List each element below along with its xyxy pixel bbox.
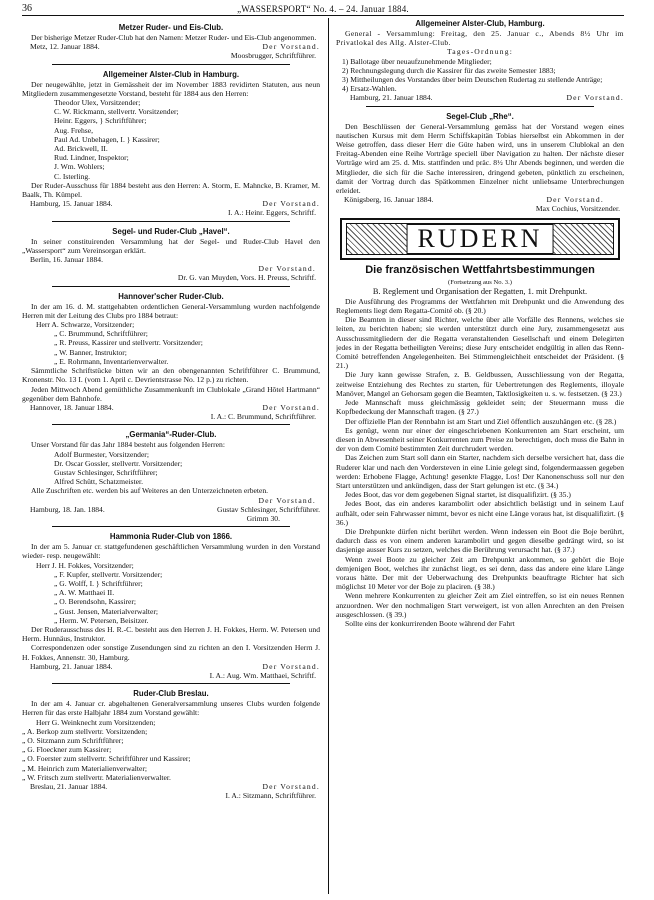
member-line: Aug. Frehse, — [54, 125, 94, 135]
place-date: Hamburg, 18. Jan. 1884. — [30, 504, 105, 514]
section-rule — [52, 221, 290, 222]
page-title: „WASSERSPORT“ No. 4. – 24. Januar 1884. — [237, 4, 409, 14]
vorstand-label: Der Vorstand. — [262, 782, 320, 792]
article — [336, 264, 624, 629]
article-paragraph: Die Beamten in dieser sind Richter, welche über alle Vorfälle des Rennens, welches sie leiten, zu berichten haben; sie werden unterstützt durch eine Jury, zusammengesetzt aus Ausschussmitgliedern der die Regatta veranstaltenden Gesellschaft und einem Delegirten jedes in der Regatta betheiligten Vereins; diese Jury entscheidet endgültig in allen das Renn-Comité betreffenden Angelegenheiten. Bei Stimmengleichheit entscheidet der Präsident. (§ 21.) — [336, 315, 624, 371]
vorstand-label: Der Vorstand. — [566, 93, 624, 103]
section-rule — [366, 106, 594, 107]
member-line: Paul Ad. Unbehagen, I. } Kassirer; — [54, 134, 160, 144]
member-line: C. Isterling. — [54, 171, 91, 181]
member-line: Theodor Ulex, Vorsitzender; — [54, 98, 141, 108]
section-rule — [52, 424, 290, 425]
place-date: Metz, 12. Januar 1884. — [30, 42, 100, 52]
hannover-notice — [22, 292, 320, 422]
article-paragraph: Es genügt, wenn nur einer der eingeschriebenen Konkurrenten am Start erscheint, um diesen in Abwesenheit seiner Konkurrenten zum Preise zu berechtigen, doch muss die Bahn in der von dem Comité bestimmten Zeit durchrudert werden. — [336, 425, 624, 454]
member-line: „ G. Floeckner zum Kassirer; — [22, 745, 112, 755]
notice-body: Den Beschlüssen der General-Versammlung gemäss hat der Vorstand wegen eines nautischen Kursus mit dem Herrn Schiffskapitän Tobias hierselbst ein Abkommen in der Weise getroffen, dass dieser Herr die Güte haben wird, uns in unserem Clublokal an den Freitag-Abenden eine Reihe Vorträge speciell über Navigation zu halten. Der nächste dieser Vorträge wird am 25. d. Mts. stattfinden und präc. 8½ Uhr Abends beginnen, und werden die Mitglieder, die sich für die Sache interessiren, dringend gebeten, pünktlich zu erscheinen, damit der Vortrag durch das Spätkommen Einzelner nicht unliebsame Unterbrechungen erleidet. — [336, 121, 624, 196]
member-line: Rud. Lindner, Inspektor; — [54, 153, 129, 163]
member-line: „ E. Rohrmann, Inventarienverwalter. — [54, 356, 169, 366]
secretary: Gustav Schlesinger, Schriftführer. — [216, 504, 320, 514]
signature-line — [22, 199, 320, 208]
vorstand-label: Der Vorstand. — [546, 195, 604, 205]
notice-intro: In der am 4. Januar cr. abgehaltenen Generalversammlung unseres Clubs wurden folgende Herren für das erste Halbjahr 1884 zum Vorstand gewählt: — [22, 699, 320, 718]
article-paragraph: Der offizielle Plan der Rennbahn ist am Start und Ziel öffentlich auszuhängen etc. (§ 28.) — [345, 416, 617, 426]
article-paragraph: Jede Mannschaft muss gleichmässig gekleidet sein; der Steuermann muss die Kopfbedeckung der Mannschaft tragen. (§ 27.) — [336, 398, 624, 417]
member-line: „ C. Brummund, Schriftführer; — [54, 329, 148, 339]
hammonia-notice — [22, 532, 320, 680]
place-date: Hamburg, 15. Januar 1884. — [30, 199, 113, 209]
notice-intro: Der neugewählte, jetzt in Gemässheit der im November 1883 revidirten Statuten, aus neun Mitgliedern zusammengesetzte Vorstand, besteht für 1884 aus den Herren: — [22, 79, 320, 98]
article-paragraph: Sollte eins der konkurrirenden Boote während der Fahrt — [345, 618, 515, 628]
notice-body: Der Ruderausschuss des H. R.-C. besteht aus den Herren J. H. Fokkes, Herm. W. Petersen und Herm. Hunnäus, Instruktor. — [22, 624, 320, 644]
signature-line — [22, 42, 320, 51]
notice-intro: In der am 16. d. M. stattgehabten ordentlichen General-Versammlung wurden nachfolgende Herren mit der Leitung des Clubs pro 1884 betraut: — [22, 301, 320, 320]
left-column — [22, 18, 320, 896]
rhe-notice — [336, 112, 624, 214]
secretary: I. A.: C. Brummund, Schriftführer. — [210, 412, 316, 422]
section-title: Hammonia Ruder-Club von 1866. — [109, 532, 233, 542]
member-line: „ O. Berendsohn, Kassirer; — [54, 597, 137, 607]
article-paragraph: Jedes Boot, das vor dem gegebenen Signal startet, ist disqualifizirt. (§ 35.) — [345, 490, 571, 500]
page-number: 36 — [22, 3, 32, 14]
article-paragraph: Die Jury kann gewisse Strafen, z. B. Geldbussen, Ausschliessung von der Regatta, zeitweise Entziehung des Rechtes zu starten, für Uebertretungen des Reglements, illoyale Manöver, Mangel an Gehorsam gegen die Beamten, Taktlosigkeiten u. s. w. festsetzen. (§ 23.) — [336, 370, 624, 398]
member-line: „ O. Sitzmann zum Schriftführer; — [22, 736, 124, 745]
article-paragraph: Das Zeichen zum Start soll dann ein Starter, nachdem sich derselbe versichert hat, dass die Ruderer klar und nach den Vordersteven in eine Linie gelegt sind, folgendermaassen gegeben werden: Erhobene Flagge, Achtung! gesenkte Flagge, Los! Der Kanonenschuss soll nur den Start unterstützen und ankündigen, dass der Start gelungen ist etc. (§ 34.) — [336, 453, 624, 490]
section-rule — [52, 286, 290, 287]
notice-body: Jeden Mittwoch Abend gemüthliche Zusammenkunft im Clublokale „Grand Hôtel Hartmann“ gegenüber dem Bahnhofe. — [22, 384, 320, 403]
member-line: „ O. Foerster zum stellvertr. Schriftführer und Kassirer; — [22, 754, 191, 764]
member-line: „ A. Berkop zum stellvertr. Vorsitzenden; — [22, 726, 148, 736]
vorstand-label: Der Vorstand. — [262, 661, 320, 671]
germania-notice — [22, 430, 320, 523]
section-title: Allgemeiner Alster-Club in Hamburg. — [102, 69, 240, 79]
member-line: C. W. Rickmann, stellvertr. Vorsitzender; — [54, 107, 179, 117]
havel-notice — [22, 227, 320, 283]
signature-line — [22, 403, 320, 412]
member-line: „ Herm. W. Petersen, Beisitzer. — [54, 615, 149, 625]
notice-body: Alle Zuschriften etc. werden bis auf Weiteres an den Unterzeichneten erbeten. — [31, 486, 269, 496]
section-title: Allgemeiner Alster-Club, Hamburg. — [415, 19, 545, 28]
secretary: I. A.: Aug. Wm. Matthaei, Schriftf. — [209, 670, 316, 680]
article-title: Die französischen Wettfahrtsbestimmungen — [365, 263, 595, 276]
member-line: Adolf Burmester, Vorsitzender; — [54, 449, 149, 459]
place-date: Breslau, 21. Januar 1884. — [30, 782, 108, 792]
vorstand-label: Der Vorstand. — [262, 42, 320, 52]
secretary: I. A.: Sitzmann, Schriftführer. — [225, 791, 316, 801]
notice-body: Der bisherige Metzer Ruder-Club hat den Namen: Metzer Ruder- und Eis-Club angenommen. — [31, 33, 317, 42]
notice-intro: In der am 5. Januar cr. stattgefundenen geschäftlichen Versammlung wurden in den Vorstand wieder- resp. neugewählt: — [22, 542, 320, 561]
section-rule — [52, 683, 290, 684]
article-continued: (Fortsetzung aus No. 3.) — [448, 278, 512, 286]
place-date: Hamburg, 21. Januar 1884. — [350, 93, 433, 103]
signature-line — [22, 782, 320, 791]
agenda-item: 2) Rechnungslegung durch die Kassirer für das zweite Semester 1883; — [342, 65, 556, 75]
article-section: B. Reglement und Organisation der Regatten, 1. mit Drehpunkt. — [372, 286, 588, 296]
agenda-item: 1) Ballotage über neuaufzunehmende Mitglieder; — [342, 56, 492, 66]
member-line: Gustav Schlesinger, Schriftführer; — [54, 467, 158, 477]
metzer-notice — [22, 23, 320, 61]
member-line: „ A. W. Matthaei II. — [54, 588, 115, 598]
signature-line — [336, 93, 624, 102]
header-rule — [22, 15, 624, 16]
vorstand-label: Der Vorstand. — [262, 402, 320, 412]
secretary: Max Cochius, Vorsitzender. — [535, 204, 620, 214]
alster-meeting-notice — [336, 19, 624, 103]
section-title: Hannover'scher Ruder-Club. — [118, 291, 224, 301]
section-title: Metzer Ruder- und Eis-Club. — [118, 23, 224, 32]
member-line: Dr. Oscar Gossler, stellvertr. Vorsitzender; — [54, 458, 183, 468]
secretary: Moosbrugger, Schriftführer. — [230, 51, 316, 61]
member-line: Alfred Schütt, Schatzmeister. — [54, 477, 143, 487]
article-paragraph: Wenn mehrere Konkurrenten zu gleicher Zeit am Ziel eintreffen, so ist ein neues Rennen anzuordnen. Wer den nochmaligen Start verweigert, ist von allen Anrechten an den Preisen ausgeschlossen. (§ 39.) — [336, 591, 624, 619]
vorstand-label: Der Vorstand. — [258, 495, 316, 505]
signature-line — [336, 195, 624, 204]
member-line: Heinr. Eggers, } Schriftführer; — [54, 116, 147, 126]
agenda-item: 4) Ersatz-Wahlen. — [342, 84, 397, 94]
article-paragraph: Die Drehpunkte dürfen nicht berührt werden. Wenn indessen ein Boot die Boje berührt, dadurch dass es von einem anderen karambolirt und gegen dieselbe gedrängt wird, so ist dasjenige ausser Kurs zu setzen, welches die Berührung verursacht hat. (§ 37.) — [336, 526, 624, 555]
member-line: J. Wm. Wohlers; — [54, 162, 105, 172]
member-line: „ G. Wolff, I. } Schriftführer; — [54, 578, 143, 588]
vorstand-label: Der Vorstand. — [262, 199, 320, 209]
section-title: Ruder-Club Breslau. — [133, 689, 209, 699]
notice-body: Sämmtliche Schriftstücke bitten wir an den obengenannten Schriftführer C. Brummund, Kronenstr. No. 13 I. (vom 1. April c. Devrientstrasse No. 12 p.) zu richten. — [22, 366, 320, 385]
right-column — [336, 18, 624, 896]
street-address: Grimm 30. — [246, 513, 280, 523]
section-title: Segel- und Ruder-Club „Havel“. — [112, 226, 230, 236]
article-paragraph: Jedes Boot, das ein anderes karambolirt oder absichtlich belästigt und in seinem Lauf aufhält, oder sein Fahrwasser nimmt, bevor es nicht eine Länge voraus hat, ist disqualifizirt. (§ 36.) — [336, 499, 624, 527]
notice-body: General - Versammlung: Freitag, den 25. Januar c., Abends 8½ Uhr im Privatlokal des Allg. Alster-Club. — [336, 29, 624, 48]
breslau-notice — [22, 689, 320, 800]
section-title: „Germania“-Ruder-Club. — [125, 430, 217, 440]
signature-line — [22, 255, 320, 264]
place-date: Königsberg, 16. Januar 1884. — [344, 195, 434, 205]
agenda-title: Tages-Ordnung: — [446, 47, 514, 57]
notice-intro: Unser Vorstand für das Jahr 1884 besteht aus folgenden Herren: — [31, 440, 225, 450]
vorstand-label: Der Vorstand. — [258, 264, 316, 274]
notice-body: In seiner constituirenden Versammlung hat der Segel- und Ruder-Club Havel den „Wassersport“ zum Vereinsorgan erklärt. — [22, 236, 320, 255]
signature-line — [22, 505, 320, 514]
rudern-banner — [340, 218, 620, 260]
place-date: Hamburg, 21. Januar 1884. — [30, 661, 113, 671]
banner-word: RUDERN — [407, 224, 554, 254]
place-date: Berlin, 16. Januar 1884. — [30, 255, 103, 265]
article-paragraph: Wenn zwei Boote zu gleicher Zeit am Drehpunkt ankommen, so gehört die Boje demjenigen Boot, welches ihr zunächst liegt, es sei denn, dass das andere eine klare Länge voraus hätte. Der mit der Ueberwachung des Drehpunkts beauftragte Richter hat sich möglichst 10 Meter vor der Boje zu placiren. (§ 38.) — [336, 554, 624, 592]
lead-member: Herr G. Weinknecht zum Vorsitzenden; — [36, 717, 156, 727]
signature-line — [22, 662, 320, 671]
agenda-item: 3) Mittheilungen des Vorstandes über beim Deutschen Rudertag zu stellende Anträge; — [342, 75, 603, 85]
lead-member: Herr J. H. Fokkes, Vorsitzender; — [36, 560, 134, 570]
member-line: „ W. Fritsch zum stellvertr. Materialienverwalter. — [22, 772, 171, 782]
notice-body: Correspondenzen oder sonstige Zusendungen sind zu richten an den I. Vorsitzenden Herrn J. H. Fokkes, Annenstr. 30, Hamburg. — [22, 643, 320, 662]
alster-hamburg-notice — [22, 70, 320, 218]
place-date: Hannover, 18. Januar 1884. — [30, 402, 114, 412]
member-line: „ W. Banner, Instruktor; — [54, 347, 127, 357]
section-rule — [52, 526, 290, 527]
secretary: I. A.: Heinr. Eggers, Schriftf. — [228, 208, 316, 218]
lead-member: Herr A. Schwarze, Vorsitzender; — [36, 320, 135, 330]
ausschuss-text: Der Ruder-Ausschuss für 1884 besteht aus den Herren: A. Storm, E. Mahncke, B. Kramer, M. Baalk, Th. Kümpel. — [22, 180, 320, 200]
column-divider — [328, 18, 329, 894]
member-line: „ R. Preuss, Kassirer und stellvertr. Vorsitzender; — [54, 338, 203, 348]
member-line: „ Gust. Jensen, Materialverwalter; — [54, 606, 158, 616]
member-line: Ad. Brickwell, II. — [54, 144, 108, 154]
section-title: Segel-Club „Rhe“. — [446, 111, 514, 121]
article-paragraph: Die Ausführung des Programms der Wettfahrten mit Drehpunkt und die Anwendung des Reglements liegt dem Regatta-Comité ob. (§ 20.) — [336, 296, 624, 316]
member-line: „ F. Kupfer, stellvertr. Vorsitzender; — [54, 569, 163, 579]
member-line: „ M. Heinrich zum Materialienverwalter; — [22, 763, 148, 773]
section-rule — [52, 64, 290, 65]
secretary: Dr. G. van Muyden, Vors. H. Preuss, Schriftf. — [177, 273, 316, 283]
